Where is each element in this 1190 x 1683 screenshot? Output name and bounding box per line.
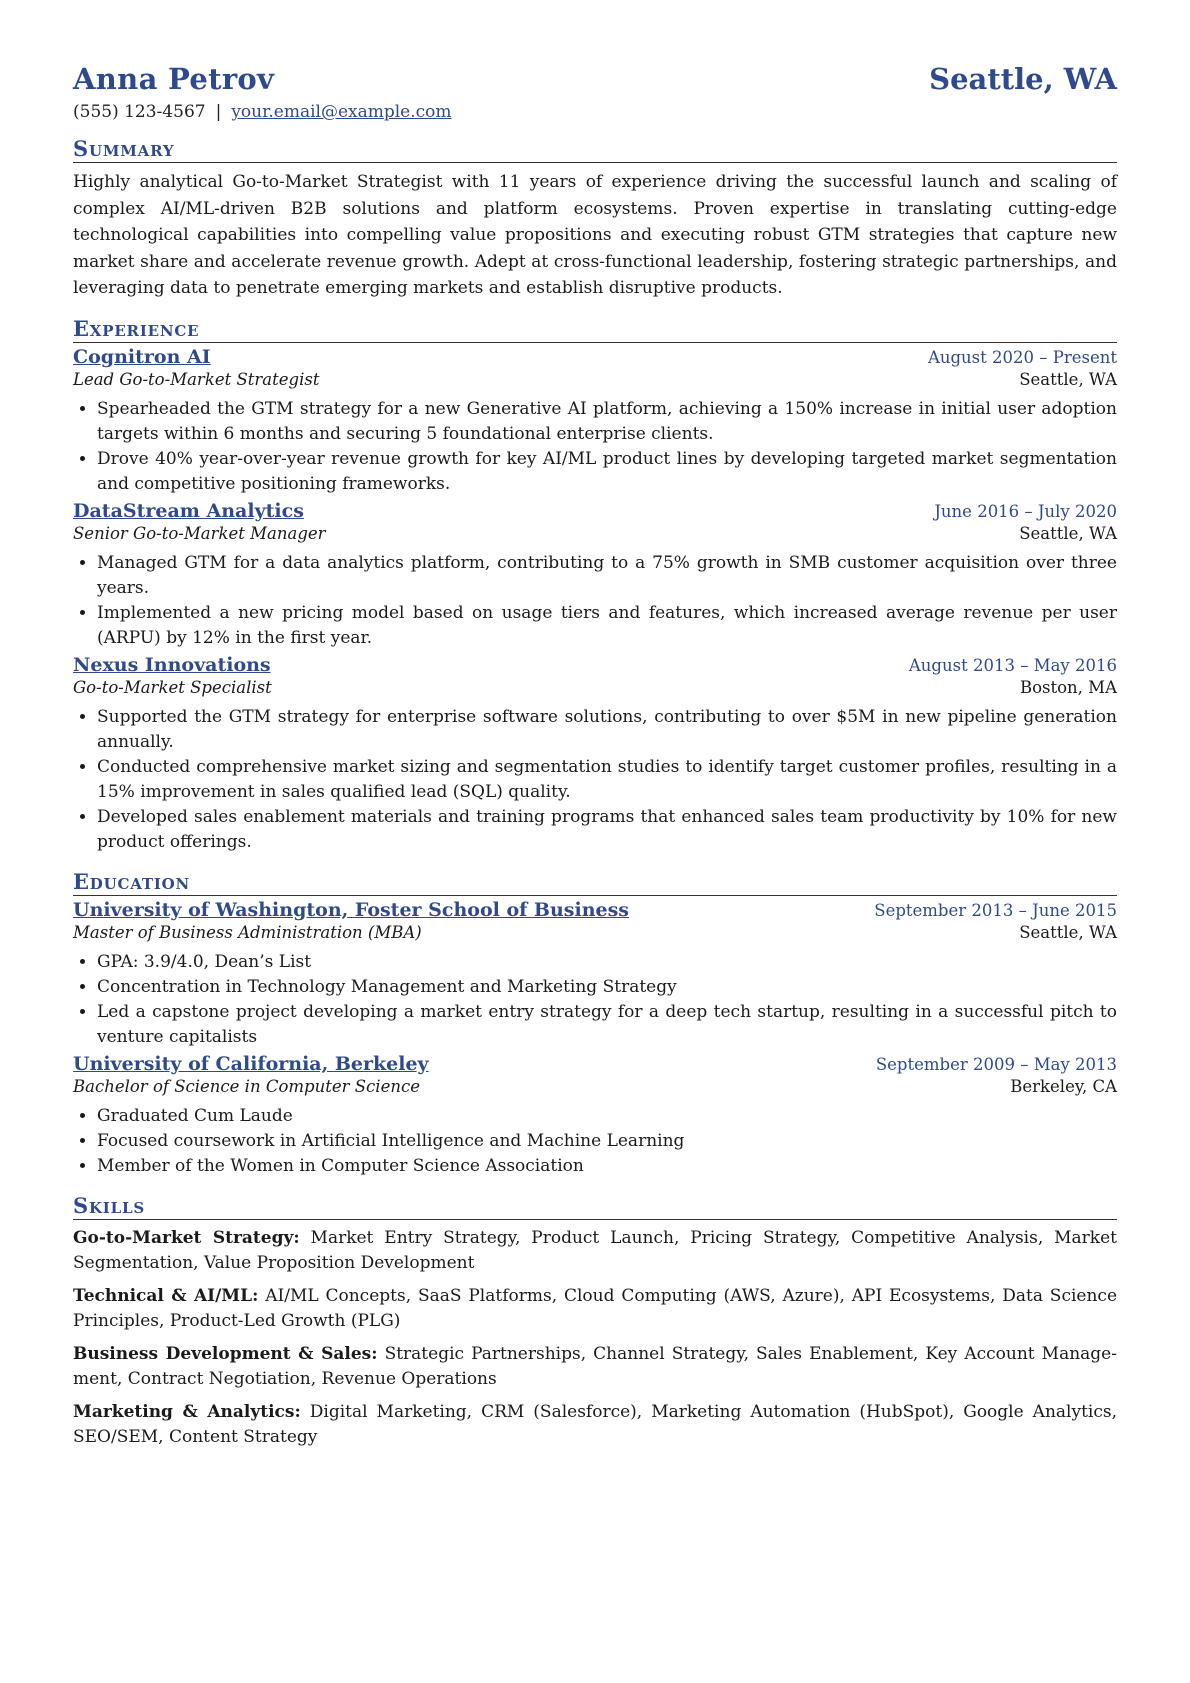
resume-header xyxy=(73,62,1117,96)
education-organization-link[interactable]: University of Washington, Foster School of Business xyxy=(73,898,630,921)
education-entry-header xyxy=(73,899,1117,921)
education-entry xyxy=(73,899,1117,1050)
skills-heading: Skills xyxy=(73,1193,1117,1220)
experience-bullet-list xyxy=(73,551,1117,651)
skill-line xyxy=(73,1284,1117,1334)
education-bullet-list xyxy=(73,1104,1117,1179)
experience-dates: August 2020 – Present xyxy=(927,347,1117,367)
skill-category-items: AI/ML Concepts, SaaS Platforms, Cloud Computing (AWS, Azure), API Ecosystems, Data Science Principles, Product-Led Growth (PLG) xyxy=(73,1285,1118,1331)
experience-organization-link[interactable]: DataStream Analytics xyxy=(73,499,304,522)
experience-bullet: • Supported the GTM strategy for enterprise software solutions, contributing to over $5M in new pipeline generation annually. xyxy=(97,705,1117,755)
skill-category-label: Marketing & Analytics: xyxy=(73,1401,301,1422)
experience-bullet: • Implemented a new pricing model based on usage tiers and features, which increased average revenue per user (ARPU) by 12% in the first year. xyxy=(97,601,1117,651)
skill-line xyxy=(73,1226,1117,1276)
experience-bullet: • Spearheaded the GTM strategy for a new Generative AI platform, achieving a 150% increase in initial user adoption targets within 6 months and securing 5 foundational enterprise clients. xyxy=(97,397,1117,447)
education-role: Bachelor of Science in Computer Science xyxy=(73,1076,420,1096)
experience-organization-link[interactable]: Cognitron AI xyxy=(73,345,211,368)
education-bullet: • GPA: 3.9/4.0, Dean’s List xyxy=(97,950,1117,975)
education-bullet: • Member of the Women in Computer Science Association xyxy=(97,1154,1117,1179)
contact-separator: | xyxy=(215,102,222,122)
education-role: Master of Business Administration (MBA) xyxy=(73,922,422,942)
skill-line xyxy=(73,1400,1117,1450)
education-heading: Education xyxy=(73,869,1117,896)
experience-role: Senior Go-to-Market Manager xyxy=(73,523,326,543)
skill-category-items: Strategic Partnerships, Channel Strategy, Sales Enablement, Key Account Manage-ment, Contract Negotiation, Revenue Operations xyxy=(73,1343,1117,1389)
education-entry-subheader xyxy=(73,1075,1117,1096)
experience-bullet: • Managed GTM for a data analytics platform, contributing to a 75% growth in SMB customer acquisition over three years. xyxy=(97,551,1117,601)
summary-heading: Summary xyxy=(73,136,1117,163)
experience-entry-subheader xyxy=(73,676,1117,697)
education-entry xyxy=(73,1053,1117,1179)
skill-category-items: Digital Marketing, CRM (Salesforce), Marketing Automation (HubSpot), Google Analytics, SEO/SEM, Content Strategy xyxy=(73,1401,1117,1447)
skill-category-label: Business Development & Sales: xyxy=(73,1343,378,1364)
experience-role: Lead Go-to-Market Strategist xyxy=(73,369,320,389)
experience-role: Go-to-Market Specialist xyxy=(73,677,272,697)
skill-category-label: Technical & AI/ML: xyxy=(73,1285,259,1306)
education-bullet: • Concentration in Technology Management and Marketing Strategy xyxy=(97,975,1117,1000)
education-location: Berkeley, CA xyxy=(1010,1076,1117,1096)
experience-entry-header xyxy=(73,500,1117,522)
experience-bullet: • Developed sales enablement materials and training programs that enhanced sales team productivity by 10% for new product offerings. xyxy=(97,805,1117,855)
experience-bullet: • Conducted comprehensive market sizing and segmentation studies to identify target customer profiles, resulting in a 15% improvement in sales qualified lead (SQL) quality. xyxy=(97,755,1117,805)
experience-entry xyxy=(73,346,1117,497)
experience-dates: August 2013 – May 2016 xyxy=(908,655,1117,675)
education-dates: September 2013 – June 2015 xyxy=(874,900,1117,920)
experience-entry-header xyxy=(73,654,1117,676)
skills-list xyxy=(73,1226,1117,1450)
experience-dates: June 2016 – July 2020 xyxy=(934,501,1117,521)
education-list xyxy=(73,899,1117,1179)
education-entry-subheader xyxy=(73,921,1117,942)
education-organization-link[interactable]: University of California, Berkeley xyxy=(73,1052,429,1075)
skill-line xyxy=(73,1342,1117,1392)
experience-entry-subheader xyxy=(73,368,1117,389)
contact-line xyxy=(73,102,1117,122)
experience-list xyxy=(73,346,1117,855)
experience-location: Seattle, WA xyxy=(1019,523,1117,543)
email-link[interactable]: your.email@example.com xyxy=(231,102,452,122)
skill-category-items: Market Entry Strategy, Product Launch, Pricing Strategy, Competitive Analysis, Market Segmentation, Value Proposition Development xyxy=(73,1227,1117,1273)
summary-text: Highly analytical Go-to-Market Strategist with 11 years of experience driving the successful launch and scaling of complex AI/ML-driven B2B solutions and platform ecosystems. Proven expertise in translating cutting-edge technological capabilities into compelling value propositions and executing robust GTM strategies that capture new market share and accelerate revenue growth. Adept at cross-functional leadership, fostering strategic partnerships, and leveraging data to penetrate emerging markets and establish disruptive products. xyxy=(73,172,1117,298)
education-bullet: • Focused coursework in Artificial Intelligence and Machine Learning xyxy=(97,1129,1117,1154)
skill-category-label: Go-to-Market Strategy: xyxy=(73,1227,300,1248)
phone-number: (555) 123-4567 xyxy=(73,102,206,122)
experience-bullet-list xyxy=(73,397,1117,497)
experience-entry xyxy=(73,500,1117,651)
candidate-location: Seattle, WA xyxy=(929,62,1117,96)
experience-location: Boston, MA xyxy=(1019,677,1117,697)
experience-entry-subheader xyxy=(73,522,1117,543)
education-dates: September 2009 – May 2013 xyxy=(875,1054,1117,1074)
experience-entry-header xyxy=(73,346,1117,368)
experience-entry xyxy=(73,654,1117,855)
experience-organization-link[interactable]: Nexus Innovations xyxy=(73,653,271,676)
education-location: Seattle, WA xyxy=(1019,922,1117,942)
education-bullet: • Led a capstone project developing a market entry strategy for a deep tech startup, resulting in a successful pitch to venture capitalists xyxy=(97,1000,1117,1050)
experience-bullet: • Drove 40% year-over-year revenue growth for key AI/ML product lines by developing targeted market segmentation and competitive positioning frameworks. xyxy=(97,447,1117,497)
candidate-name: Anna Petrov xyxy=(73,62,275,96)
experience-bullet-list xyxy=(73,705,1117,855)
experience-location: Seattle, WA xyxy=(1019,369,1117,389)
education-bullet-list xyxy=(73,950,1117,1050)
education-entry-header xyxy=(73,1053,1117,1075)
education-bullet: • Graduated Cum Laude xyxy=(97,1104,1117,1129)
experience-heading: Experience xyxy=(73,316,1117,343)
